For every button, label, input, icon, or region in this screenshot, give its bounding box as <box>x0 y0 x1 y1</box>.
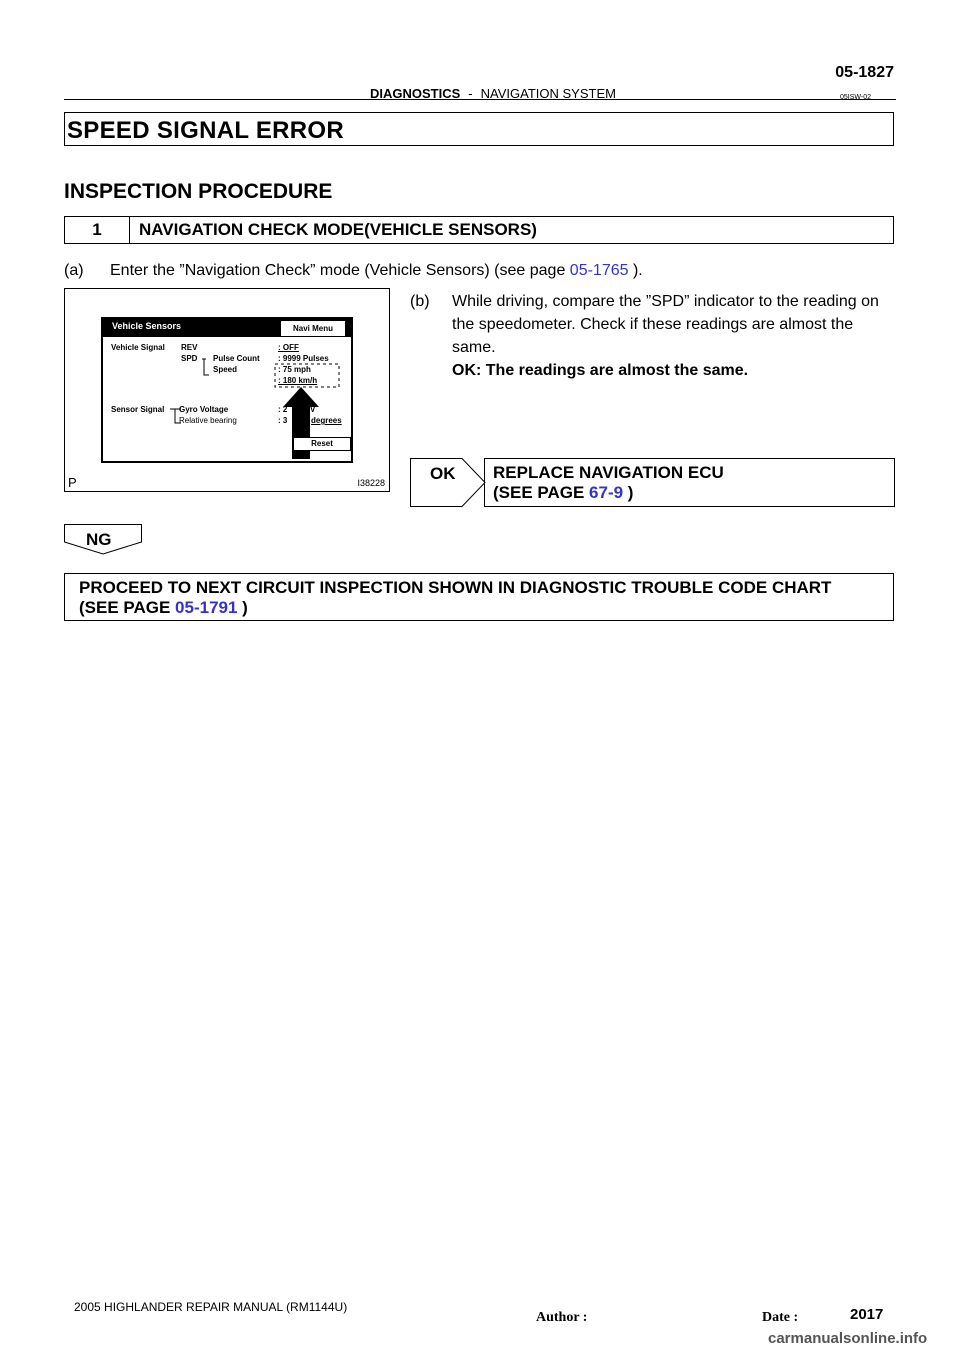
page-title: SPEED SIGNAL ERROR <box>67 117 345 144</box>
spd-label: SPD <box>181 354 198 363</box>
ng-result-line2 <box>79 598 248 618</box>
screen-title: Vehicle Sensors <box>112 321 182 331</box>
instruction-a-text: Enter the ”Navigation Check” mode (Vehicle Sensors) (see page <box>110 262 570 279</box>
bearing-value-prefix: : 3 <box>278 416 288 425</box>
reset-button: Reset <box>293 437 351 451</box>
figure-id: I38228 <box>357 478 385 488</box>
vehicle-signal-label: Vehicle Signal <box>111 343 165 352</box>
header-subsection: NAVIGATION SYSTEM <box>480 86 616 101</box>
ng-label: NG <box>86 530 112 549</box>
step-title: NAVIGATION CHECK MODE(VEHICLE SENSORS) <box>139 220 537 239</box>
doc-code: 05ISW-02 <box>840 94 871 101</box>
instruction-b-text: While driving, compare the ”SPD” indicator to the reading on the speedometer. Check if these readings are almost the same. <box>452 293 879 356</box>
step-box <box>64 216 894 244</box>
instruction-a-tail: ). <box>628 262 643 279</box>
ng-result-prefix: (SEE PAGE <box>79 598 176 617</box>
ok-branch-tag <box>410 458 486 506</box>
ok-label: OK <box>430 464 456 483</box>
instruction-a-label: (a) <box>64 262 84 279</box>
instruction-b-label: (b) <box>410 293 430 310</box>
ng-result-box <box>64 573 894 621</box>
ok-result-box <box>484 458 895 507</box>
instruction-b <box>410 290 896 382</box>
sensor-signal-label: Sensor Signal <box>111 405 165 414</box>
footer-manual: 2005 HIGHLANDER REPAIR MANUAL (RM1144U) <box>74 1300 348 1314</box>
ng-result-line1: PROCEED TO NEXT CIRCUIT INSPECTION SHOWN IN DIAGNOSTIC TROUBLE CODE CHART <box>79 578 832 597</box>
navigation-screen <box>101 317 353 463</box>
relative-bearing-label: Relative bearing <box>179 416 237 425</box>
rev-value: : OFF <box>278 343 299 352</box>
gyro-value-unit: V <box>310 405 316 414</box>
page-link-05-1765[interactable]: 05-1765 <box>569 262 629 279</box>
header-rule <box>64 99 896 100</box>
footer-page-total: 2017 <box>850 1306 884 1323</box>
pulse-count-label: Pulse Count <box>213 354 260 363</box>
vehicle-sensors-figure <box>64 288 390 492</box>
ng-result-suffix: ) <box>237 598 248 617</box>
speed-kmh-value: : 180 km/h <box>278 376 318 385</box>
ok-criteria: OK: The readings are almost the same. <box>452 362 749 379</box>
footer-date-label: Date : <box>762 1310 799 1325</box>
footer-author-label: Author : <box>536 1310 588 1325</box>
header-section: DIAGNOSTICS <box>370 86 461 101</box>
figure-corner-letter: P <box>68 475 77 490</box>
page-number: 05-1827 <box>835 64 894 81</box>
instruction-a <box>64 262 643 280</box>
gyro-value-prefix: : 2 <box>278 405 288 414</box>
speed-label: Speed <box>213 365 238 374</box>
rev-label: REV <box>181 343 198 352</box>
ok-result-suffix: ) <box>623 483 634 502</box>
navi-menu-button: Navi Menu <box>281 321 345 336</box>
page-link-05-1791[interactable]: 05-1791 <box>175 598 238 617</box>
step-number: 1 <box>65 217 130 243</box>
screen-content <box>103 337 351 461</box>
inspection-heading: INSPECTION PROCEDURE <box>64 180 333 203</box>
page-title-box <box>64 112 894 146</box>
ok-result-line2 <box>493 483 633 503</box>
pulse-value: : 9999 Pulses <box>278 354 329 363</box>
ok-result-line1: REPLACE NAVIGATION ECU <box>493 463 724 482</box>
watermark: carmanualsonline.info <box>768 1330 928 1347</box>
speed-mph-value: : 75 mph <box>278 365 311 374</box>
page-link-67-9[interactable]: 67-9 <box>589 483 624 502</box>
ng-branch-tag <box>64 524 142 554</box>
header-separator: - <box>468 86 473 101</box>
bearing-value-unit: degrees <box>311 416 342 425</box>
ok-result-prefix: (SEE PAGE <box>493 483 590 502</box>
gyro-voltage-label: Gyro Voltage <box>179 405 229 414</box>
